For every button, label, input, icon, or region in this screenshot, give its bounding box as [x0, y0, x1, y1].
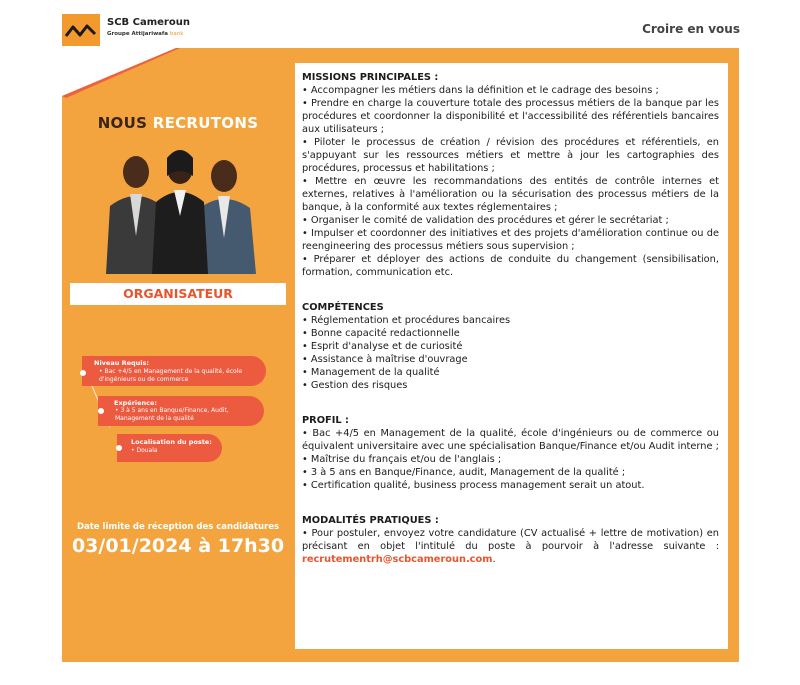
mission-item: • Organiser le comité de validation des procédures et gérer le secrétariat ; — [302, 215, 669, 226]
experience-text: • 3 à 5 ans en Banque/Finance, Audit, Management de la qualité — [115, 407, 229, 422]
requirement-localisation — [117, 434, 222, 462]
mission-item: • Prendre en charge la couverture totale des processus métiers de la banque par les procédures et coordonner la disponibilité et l'accessibilité des référentiels bancaires aux utilisateurs ; — [302, 98, 719, 135]
requirement-niveau — [82, 356, 266, 386]
bullet-dot — [98, 408, 104, 414]
missions-title: MISSIONS PRINCIPALES : — [302, 72, 439, 83]
modalites-text — [302, 527, 719, 566]
profil-item: • Maîtrise du français et/ou de l'anglais ; — [302, 454, 502, 465]
title-part1: NOUS — [97, 114, 148, 132]
deadline-value: 03/01/2024 à 17h30 — [71, 535, 285, 557]
modalites-title: MODALITÉS PRATIQUES : — [302, 515, 439, 526]
brand-subtitle — [107, 31, 183, 37]
profil-item: • 3 à 5 ans en Banque/Finance, audit, Management de la qualité ; — [302, 467, 626, 478]
recruits-photo — [96, 146, 266, 274]
localisation-title: Localisation du poste: — [131, 438, 212, 446]
competence-item: • Gestion des risques — [302, 380, 408, 391]
competence-item: • Réglementation et procédures bancaires — [302, 315, 511, 326]
bullet-dot — [80, 370, 86, 376]
mission-item: • Accompagner les métiers dans la définition et le cadrage des besoins ; — [302, 85, 659, 96]
competence-item: • Esprit d'analyse et de curiosité — [302, 341, 463, 352]
mission-item: • Préparer et déployer des actions de conduite du changement (sensibilisation, formation, communication etc. — [302, 254, 719, 278]
localisation-text: • Douala — [131, 447, 158, 454]
competences-title: COMPÉTENCES — [302, 302, 384, 313]
title-part2: RECRUTONS — [152, 114, 259, 132]
modalites-instructions: • Pour postuler, envoyez votre candidature (CV actualisé + lettre de motivation) en précisant en objet l'intitulé du poste à pourvoir à l'adresse suivante : — [302, 528, 719, 552]
recruiting-title — [62, 114, 294, 132]
requirement-experience — [98, 396, 264, 426]
contact-email[interactable]: recrutementrh@scbcameroun.com — [302, 554, 493, 565]
mission-item: • Impulser et coordonner des initiatives et des projets d'amélioration continue ou de reengineering des processus métiers sous supervision ; — [302, 228, 719, 252]
brand-group: Groupe Attijariwafa — [107, 31, 168, 37]
job-description-panel — [295, 63, 728, 649]
profil-item: • Certification qualité, business process management serait un atout. — [302, 480, 645, 491]
brand-name: SCB Cameroun — [107, 17, 190, 28]
niveau-title: Niveau Requis: — [94, 359, 149, 367]
scb-logo — [62, 14, 100, 46]
bullet-dot — [116, 445, 122, 451]
mission-item: • Piloter le processus de création / révision des procédures et référentiels, en s'appuyant sur les ressources métiers et mettre à jour les cartographies des procédures, processus et habilitations ; — [302, 137, 719, 174]
profil-title: PROFIL : — [302, 415, 349, 426]
deadline-label: Date limite de réception des candidatures — [76, 522, 280, 532]
competence-item: • Management de la qualité — [302, 367, 440, 378]
competence-item: • Assistance à maîtrise d'ouvrage — [302, 354, 468, 365]
job-role: ORGANISATEUR — [70, 283, 286, 305]
slogan: Croire en vous — [642, 22, 740, 36]
decorative-corner — [62, 48, 262, 108]
niveau-text: • Bac +4/5 en Management de la qualité, école d'ingénieurs ou de commerce — [99, 368, 243, 383]
competence-item: • Bonne capacité redactionnelle — [302, 328, 460, 339]
modalites-end: . — [492, 554, 496, 565]
mission-item: • Mettre en œuvre les recommandations des entités de contrôle internes et externes, relatives à l'amélioration ou la sécurisation des processus métiers de la banque, à la conformité aux textes réglementaires ; — [302, 176, 719, 213]
experience-title: Expérience: — [114, 399, 158, 407]
brand-bank: bank — [169, 31, 184, 37]
profil-item: • Bac +4/5 en Management de la qualité, école d'ingénieurs ou de commerce ou équivalent universitaire avec une spécialisation Banque/Finance et/ou Audit interne ; — [302, 428, 719, 452]
header — [0, 0, 800, 48]
